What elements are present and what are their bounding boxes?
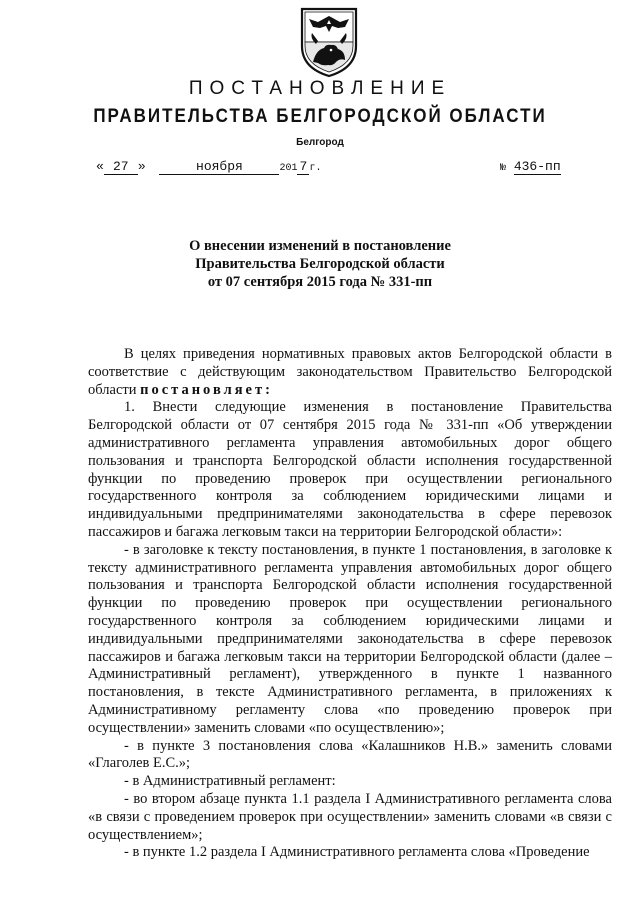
subject-line: от 07 сентября 2015 года № 331-пп	[207, 274, 433, 290]
resolves-word: постановляет:	[140, 381, 273, 398]
document-date	[96, 159, 321, 175]
date-year-prefix: 201	[279, 163, 298, 174]
date-year-suffix: 7	[297, 159, 309, 175]
body-paragraph-intro	[88, 346, 612, 399]
body-paragraph: - в заголовке к тексту постановления, в пункте 1 постановления, в заголовке к тексту административного регламента управления автомобильных дорог общего пользования и транспорта Белгородской области исполнения государственной функции по проведению проверок при осуществлении регионального государственного контроля за соблюдением юридическими лицами и индивидуальными предпринимателями законодательства в сфере перевозок пассажиров и багажа легковым такси на территории Белгородской области (далее – Административный регламент), утвержденного в пункте 1 названного постановления, в тексте Административного регламента, в приложениях к Административному регламенту слова «по проведению проверок при осуществлении» заменить словами «по осуществлению»;	[88, 541, 612, 736]
date-month: ноября	[159, 159, 279, 175]
intro-text: В целях приведения нормативных правовых актов Белгородской области в соответствие с действующим законодательством Правительство Белгородской области	[88, 346, 612, 398]
city-label: Белгород	[296, 137, 344, 148]
belgorod-coat-of-arms-icon	[298, 6, 360, 78]
document-type-title: ПОСТАНОВЛЕНИЕ	[188, 78, 452, 99]
subject-line: О внесении изменений в постановление	[189, 238, 451, 254]
subject-line: Правительства Белгородской области	[195, 256, 445, 272]
body-paragraph: 1. Внести следующие изменения в постановление Правительства Белгородской области от 07 сентября 2015 года № 331-пп «Об утверждении административного регламента управления автомобильных дорог общего пользования и транспорта Белгородской области исполнения государственной функции по проведению проверок при осуществлении регионального государственного контроля за соблюдением юридическими лицами и индивидуальными предпринимателями законодательства в сфере перевозок пассажиров и багажа легковым такси на территории Белгородской области»:	[88, 399, 612, 540]
date-day: 27	[104, 159, 138, 175]
body-paragraph: - в пункте 1.2 раздела I Административного регламента слова «Проведение	[124, 844, 590, 861]
document-number	[500, 159, 561, 174]
body-paragraph: - в пункте 3 постановления слова «Калашников Н.В.» заменить словами «Глаголев Е.С.»;	[88, 737, 612, 772]
date-open-quote: «	[96, 159, 104, 174]
date-close-quote: »	[137, 159, 146, 174]
document-subject	[0, 237, 640, 291]
issuer-title: ПРАВИТЕЛЬСТВА БЕЛГОРОДСКОЙ ОБЛАСТИ	[93, 104, 547, 127]
number-prefix: №	[500, 163, 507, 174]
date-year-unit: г.	[309, 163, 322, 174]
body-paragraph: - во втором абзаце пункта 1.1 раздела I Административного регламента слова «в связи с проведением проверок при осуществлении» заменить словами «в связи с осуществлением»;	[88, 790, 612, 843]
document-body	[88, 346, 612, 862]
body-paragraph: - в Административный регламент:	[124, 773, 336, 790]
number-value: 436-пп	[513, 159, 561, 174]
